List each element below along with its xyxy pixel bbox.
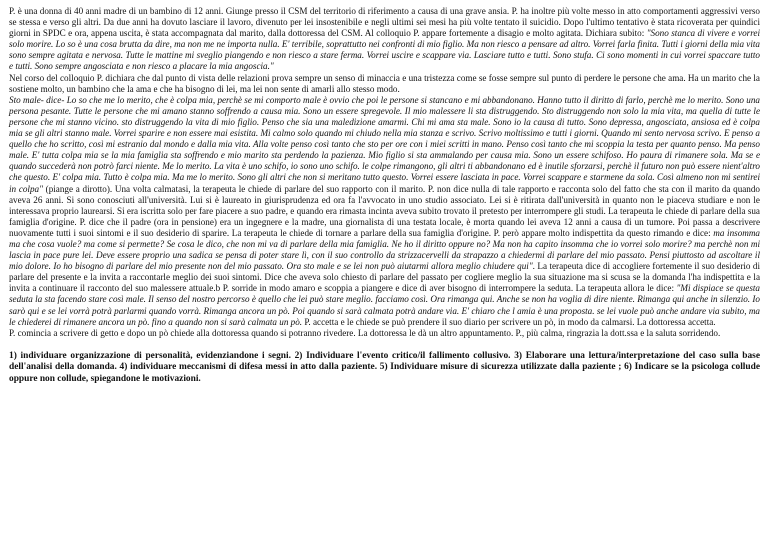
therapist-quote: "Mi dispiace se questa seduta la sta facendo stare così male. Il senso del nostro percorso è quello che lei può stare meglio. facciamo così. Ora rimanga qui. Anche se non ha voglia di dire niente. Rimanga qui anche in silenzio. Io sarò qui e se lei vorrà potrà parlarmi quando vorrà. Rimanga ancora un pò. Poi quando si sarà calmata potrà andare via. E' chiaro che l amia è una proposta. se lei vuole può anche andare via subito, ma le chiederei di rimanere ancora un pò. fino a quando non si sarà calmata un pò. <box>9 283 760 327</box>
paragraph <box>9 73 760 95</box>
patient-quote: ma insomma ma che cosa vuole? ma come si permette? Se cosa le dico, che non mi va di parlare della mia famiglia. Ne ho il diritto oppure no? Ma non ha capito insomma che io vorrei solo morire? ma perchè non mi lascia in pace pure lei. Deve essere proprio una sadica se pensa di poter stare lì, con il suo controllo da strizzacervelli da strapazzo a chiedermi di parlare del mio passato. Pensi piuttosto ad ascoltare il mio dolore. Io ho bisogno di parlare del mio presente non del mio passato. Ora sto male e se lei non può aiutarmi allora meglio chiudere qui" <box>9 227 760 272</box>
patient-quote: Sto male- dice- Lo so che me lo merito, che è colpa mia, perchè se mi comporto male è ovvio che poi le persone si stancano e mi abbandonano. Hanno tutto il diritto di farlo, perchè me lo merito. Sono una persona pesante. Tutte le persone che mi amano stanno soffrendo a causa mia. Sono un essere spregevole. Il mio malessere li sta distruggendo. Sto distruggendo non solo la mia vita, ma quella di tutte le persone che mi stanno vicino. sto distruggendo la vita di mio figlio. Penso che sia una maledizione amarmi. Chi mi ama sta male. Sono io la causa di tutto. Sono depressa, angosciata, ansiosa ed è colpa mia se gli altri stanno male. Vorrei sparire e non essere mai esistita. Mi calmo solo quando mi chiudo nella mia stanza e scrivo. Scrivo moltissimo e tutti i giorni. Quando mi sento nervosa scrivo. E penso a quello che ho scritto, così mi estranio dal mondo e dalla mia vita. Alla volte penso così tanto che sto per ore con i miei scritti in mano. Penso così tanto che mi scoppia la testa per quanto penso. Ma penso male. E' tutta colpa mia se la mia famiglia sta soffrendo e mio marito sta perdendo la pazienza. Mio figlio si sta ammalando per causa mia. Sono un essere schifoso. Ho paura di rimanere sola. Ma se e quando succederà non potrò farci niente. Me lo merito. La vita è uno schifo, io sono uno schifo. le colpe rimangono, gli altri ti abbandonano ed è inutile sforzarsi, perchè il futuro non può essere nient'altro che questo. E' colpa mia. Tutto è colpa mia. Ma me lo merito. Sono gli altri che non si meritano tutto questo. Vorrei essere lasciata in pace. Vorrei scappare e starmene da sola. Così almeno non mi sentirei in colpa" <box>9 94 760 194</box>
paragraph <box>9 328 760 339</box>
text-run: P. accetta e le chiede se può prendere il suo diario per scrivere un pò, in modo da calmarsi. La dottoressa accetta. <box>302 316 716 327</box>
assignment-questions: 1) individuare organizzazione di personalità, evidenziandone i segni. 2) Individuare l'evento critico/il fallimento collusivo. 3) Elaborare una lettura/interpretazione del caso sulla base dell'analisi della domanda. 4) individuare meccanismi di difesa messi in atto dalla paziente. 5) Individuare misure di sicurezza utilizzate dalla paziente ; 6) Indicare se la psicologa collude oppure non collude, spiegandone le motivazioni. <box>9 350 760 384</box>
text-run: (piange a dirotto). Una volta calmatasi, la terapeuta le chiede di parlare del suo rapporto con il marito. P. non dice nulla di tale rapporto e racconta solo del fatto che sta con il marito da quando aveva 26 anni. Si sono conosciuti all'università. Lui si è laureato in giurisprudenza ed ora fa l'avvocato in uno studio associato. Lei si è ritirata dall'università in quanto non le piaceva studiare e non le interessava proprio laurearsi. Si era iscritta solo per fare piacere a suo padre, e quando era rimasta incinta aveva subito trovato il pretesto per interrompere gli studi. La terapeuta le chiede di parlare della sua famiglia d'origine. P. dice che il padre (ora in pensione) era un ingegnere e la madre, una giornalista di una testata locale, è morta quando lei aveva 12 anni a causa di un tumore. Poi passa a descrivere nuovamente tutti i suoi sintomi e il suo desiderio di sparire. La terapeuta le chiede di tornare a parlare della sua famiglia d'origine. P. però appare molto indispettita da questo rimando e dice: <box>9 183 760 238</box>
text-run: P. comincia a scrivere di getto e dopo un pò chiede alla dottoressa quando si potranno rivedere. La dottoressa le dà un altro appuntamento. P., più calma, ringrazia la dott.ssa e la saluta sorridendo. <box>9 327 721 338</box>
text-run: P. è una donna di 40 anni madre di un bambino di 12 anni. Giunge presso il CSM del territorio di riferimento a causa di una grave ansia. P. ha inoltre più volte messo in atto comportamenti aggressivi verso se stessa e verso gli altri. Da due anni ha dovuto lasciare il lavoro, divenuto per lei insostenibile e negli ultimi sei mesi ha più volte tentato il suicidio. Dopo l'ultimo tentativo è stata ricoverata per quindici giorni in SPDC e ora, appena uscita, è stata accompagnata dal marito, dalla dottoressa del CSM. Al colloquio P. appare fortemente a disagio e molto agitata. Dichiara subito: <box>9 6 760 39</box>
text-run: . La terapeuta dice di accogliere fortemente il suo desiderio di parlare del presente e la invita a raccontarle meglio dei suoi sintomi. Dice che aveva solo chiesto di parlare del passato per cogliere meglio la sua situazione ma si scusa se la domanda l'ha indispettita e la invita a continuare il racconto del suo malessere attuale.b P. sorride in modo amaro e scoppia a piangere e dice di aver bisogno di interrompere la seduta. La terapeuta allora le dice: <box>9 261 760 294</box>
paragraph <box>9 6 760 73</box>
text-run: Nel corso del colloquio P. dichiara che dal punto di vista delle relazioni prova sempre un senso di minaccia e una tristezza come se fosse sempre sul punto di perdere le persone che ama. Ha un marito che la sostiene molto, un bambino che la ama e che ha bisogno di lei, ma lei non sente di amarli allo stesso modo. <box>9 72 760 94</box>
patient-quote: "Sono stanca di vivere e vorrei solo morire. Lo so è una cosa brutta da dire, ma non me ne importa nulla. E' terribile, soprattutto nei confronti di mio figlio. Ma non riesco a pensare ad altro. Vorrei farla finita. Tutti i giorni della mia vita sono sempre agitata e nervosa. Tutte le mattine mi sveglio piangendo e non riesco a stare ferma. Vorrei uscire e scappare via. Lasciare tutto e tutti. Sono stufa. Ci sono momenti in cui vorrei spaccare tutto e tutti. Sono sempre angosciata e non riesco a placare la mia angoscia." <box>9 28 760 72</box>
paragraph <box>9 95 760 328</box>
